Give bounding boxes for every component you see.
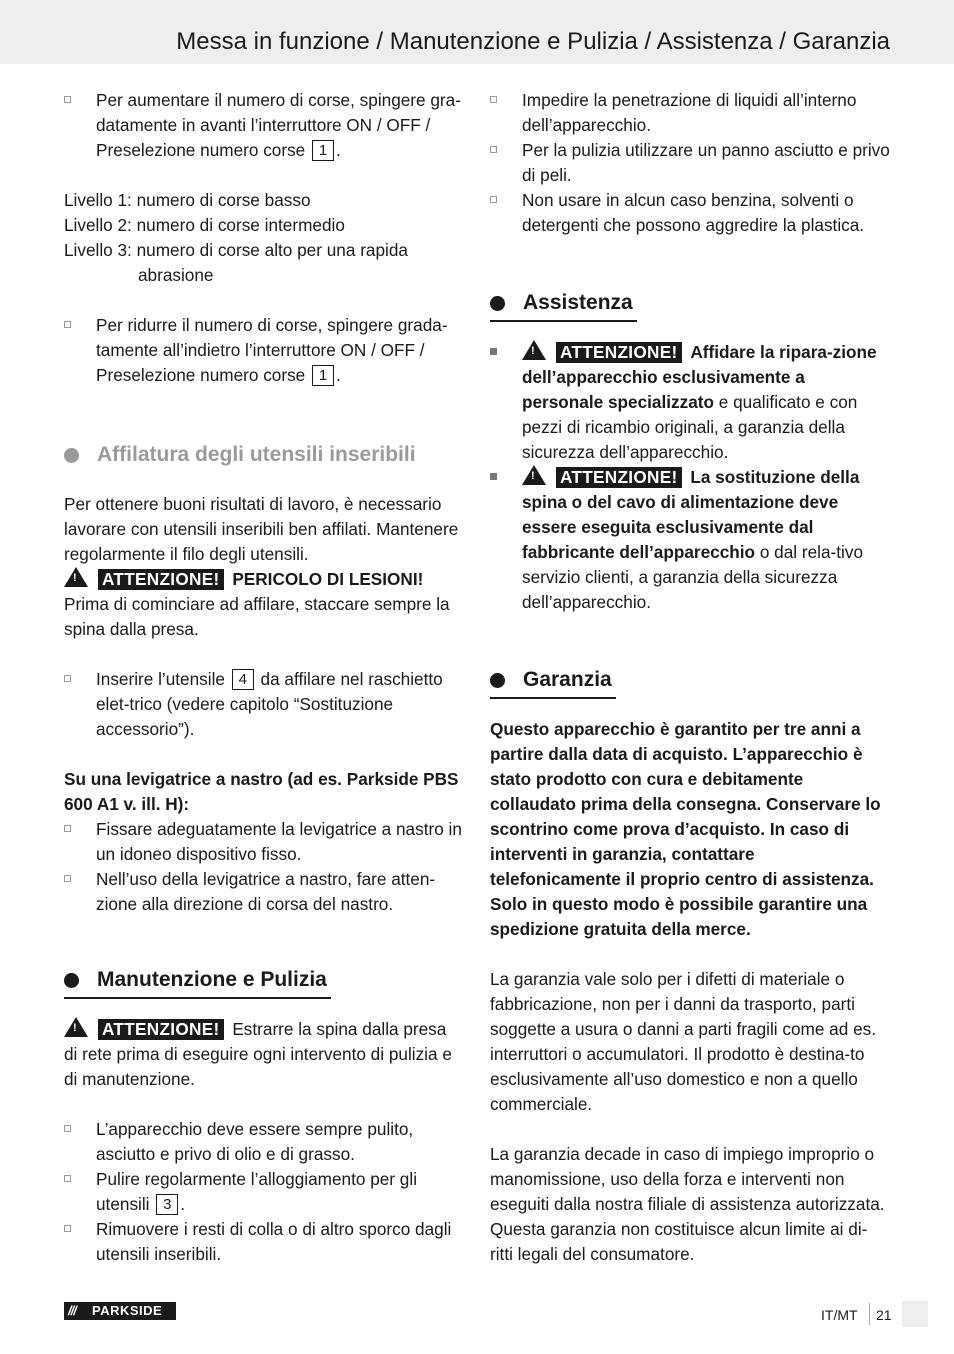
left-column [64, 88, 464, 1267]
warning-triangle-icon: ! [64, 567, 88, 587]
section-heading-garanzia: Garanzia [490, 663, 616, 699]
warning-list-item: ! ATTENZIONE! Affidare la ripara-zione dell’apparecchio esclusivamente a personale specializzato e qualificato e con pezzi di ricambio originali, a garanzia della sicurezza dell’apparecchio. [490, 340, 890, 465]
section-heading-assistenza: Assistenza [490, 286, 637, 322]
list-item: Fissare adeguatamente la levigatrice a nastro in un idoneo dispositivo fisso. [64, 817, 464, 867]
list-item: Inserire l’utensile 4 da affilare nel raschietto elet-trico (vedere capitolo “Sostituzione accessorio”). [64, 667, 464, 742]
paragraph: Prima di cominciare ad affilare, staccare sempre la spina dalla presa. [64, 594, 450, 639]
list-item: Per aumentare il numero di corse, spingere gra-datamente in avanti l’interruttore ON / OFF / Preselezione numero corse 1 . [64, 88, 464, 163]
section-heading-affilatura: Affilatura degli utensili inseribili [64, 438, 464, 472]
level-line: Livello 3: numero di corse alto per una rapida [64, 240, 408, 260]
warranty-bold-paragraph: Questo apparecchio è garantito per tre anni a partire dalla data di acquisto. L’apparecchio è stato prodotto con cura e debitamente collaudato prima della consegna. Conservare lo scontrino come prova d’acquisto. In caso di interventi in garanzia, contattare telefonicamente il proprio centro di assistenza. Solo in questo modo è possibile garantire una spedizione gratuita della merce. [490, 719, 881, 939]
attention-badge: ATTENZIONE! [556, 467, 682, 488]
attention-badge: ATTENZIONE! [98, 1019, 224, 1040]
warning-triangle-icon: ! [64, 1017, 88, 1037]
list-item: Nell’uso della levigatrice a nastro, fare atten-zione alla direzione di corsa del nastro. [64, 867, 464, 917]
bullet-icon [64, 96, 71, 103]
right-column [490, 88, 890, 1267]
list-item: Impedire la penetrazione di liquidi all’interno dell’apparecchio. [490, 88, 890, 138]
bullet-dot-icon [64, 448, 79, 463]
page-header [0, 0, 954, 64]
attention-badge: ATTENZIONE! [98, 569, 224, 590]
bullet-dot-icon [490, 296, 505, 311]
paragraph: Per ottenere buoni risultati di lavoro, è necessario lavorare con utensili inseribili ben affilati. Mantenere regolarmente il filo degli utensili. [64, 494, 459, 564]
bullet-icon [64, 875, 71, 882]
list-item: L’apparecchio deve essere sempre pulito, asciutto e privo di olio e di grasso. [64, 1117, 464, 1167]
footer-tab [902, 1301, 928, 1327]
paragraph: La garanzia vale solo per i difetti di materiale o fabbricazione, non per i danni da trasporto, parti soggette a usura o danni a parti fragili come ad es. interruttori o accumulatori. Il prodotto è destina-to esclusivamente all’uso domestico e non a quello commerciale. [490, 969, 876, 1114]
part-reference: 3 [156, 1194, 178, 1215]
list-item: Non usare in alcun caso benzina, solventi o detergenti che possono aggredire la plastica. [490, 188, 890, 238]
bullet-icon [64, 1175, 71, 1182]
section-heading-manutenzione: Manutenzione e Pulizia [64, 963, 331, 999]
page-title: Messa in funzione / Manutenzione e Pulizia / Assistenza / Garanzia [176, 28, 890, 55]
bullet-dot-icon [490, 673, 505, 688]
part-reference: 1 [312, 365, 334, 386]
bold-paragraph: Su una levigatrice a nastro (ad es. Parkside PBS 600 A1 v. ill. H): [64, 769, 459, 814]
warning-line: ! ATTENZIONE! PERICOLO DI LESIONI! [64, 567, 464, 592]
list-item: Per la pulizia utilizzare un panno asciutto e privo di peli. [490, 138, 890, 188]
attention-badge: ATTENZIONE! [556, 342, 682, 363]
logo-brand: PARKSIDE [92, 1303, 163, 1318]
bullet-icon [64, 825, 71, 832]
bullet-icon [490, 96, 497, 103]
footer-divider [869, 1303, 870, 1325]
parkside-logo [64, 1302, 176, 1320]
list-item: Pulire regolarmente l’alloggiamento per gli utensili 3 . [64, 1167, 464, 1217]
bullet-icon [64, 321, 71, 328]
list-item: Rimuovere i resti di colla o di altro sporco dagli utensili inseribili. [64, 1217, 464, 1267]
paragraph: La garanzia decade in caso di impiego improprio o manomissione, uso della forza e interventi non eseguiti dalla nostra filiale di assistenza autorizzata. Questa garanzia non costituisce alcun limite ai di-ritti legali del consumatore. [490, 1144, 885, 1264]
part-reference: 4 [232, 669, 254, 690]
bullet-icon [64, 1125, 71, 1132]
square-bullet-icon [490, 473, 497, 480]
logo-stripes: /// [68, 1303, 76, 1318]
square-bullet-icon [490, 348, 497, 355]
warning-paragraph: ! ATTENZIONE! Estrarre la spina dalla presa di rete prima di eseguire ogni intervento di pulizia e di manutenzione. [64, 1019, 452, 1089]
warning-list-item: ! ATTENZIONE! La sostituzione della spina o del cavo di alimentazione deve essere eseguita esclusivamente dal fabbricante dell’apparecchio o dal rela-tivo servizio clienti, a garanzia della sicurezza dell’apparecchio. [490, 465, 890, 615]
page-number: 21 [876, 1307, 892, 1323]
bullet-icon [64, 675, 71, 682]
warning-triangle-icon: ! [522, 465, 546, 485]
list-item: Per ridurre il numero di corse, spingere grada-tamente all’indietro l’interruttore ON / OFF / Preselezione numero corse 1 . [64, 313, 464, 388]
warning-triangle-icon: ! [522, 340, 546, 360]
part-reference: 1 [312, 140, 334, 161]
bullet-dot-icon [64, 973, 79, 988]
bullet-icon [490, 146, 497, 153]
level-line: Livello 2: numero di corse intermedio [64, 215, 345, 235]
level-line: Livello 1: numero di corse basso [64, 190, 311, 210]
level-line-continuation: abrasione [138, 265, 214, 285]
bullet-icon [490, 196, 497, 203]
language-code: IT/MT [821, 1307, 858, 1323]
bullet-icon [64, 1225, 71, 1232]
